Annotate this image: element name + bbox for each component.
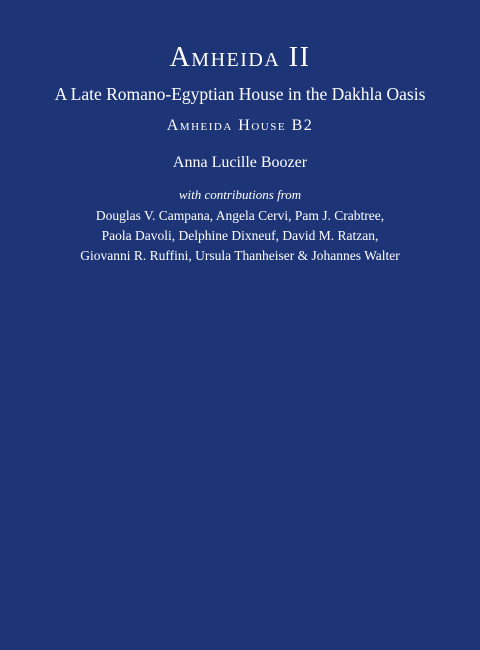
book-title: Amheida II: [169, 42, 311, 73]
contributors-line: Paola Davoli, Delphine Dixneuf, David M. Ratzan,: [101, 228, 379, 243]
book-series-title: Amheida House B2: [166, 117, 314, 134]
book-subtitle: A Late Romano-Egyptian House in the Dakhla Oasis: [54, 84, 426, 104]
book-author: Anna Lucille Boozer: [172, 154, 308, 171]
contributors-line: Giovanni R. Ruffini, Ursula Thanheiser & Johannes Walter: [80, 248, 400, 263]
contributors-line: Douglas V. Campana, Angela Cervi, Pam J. Crabtree,: [95, 208, 385, 223]
contributors-list: [0, 206, 480, 266]
contributions-label: with contributions from: [178, 187, 302, 202]
